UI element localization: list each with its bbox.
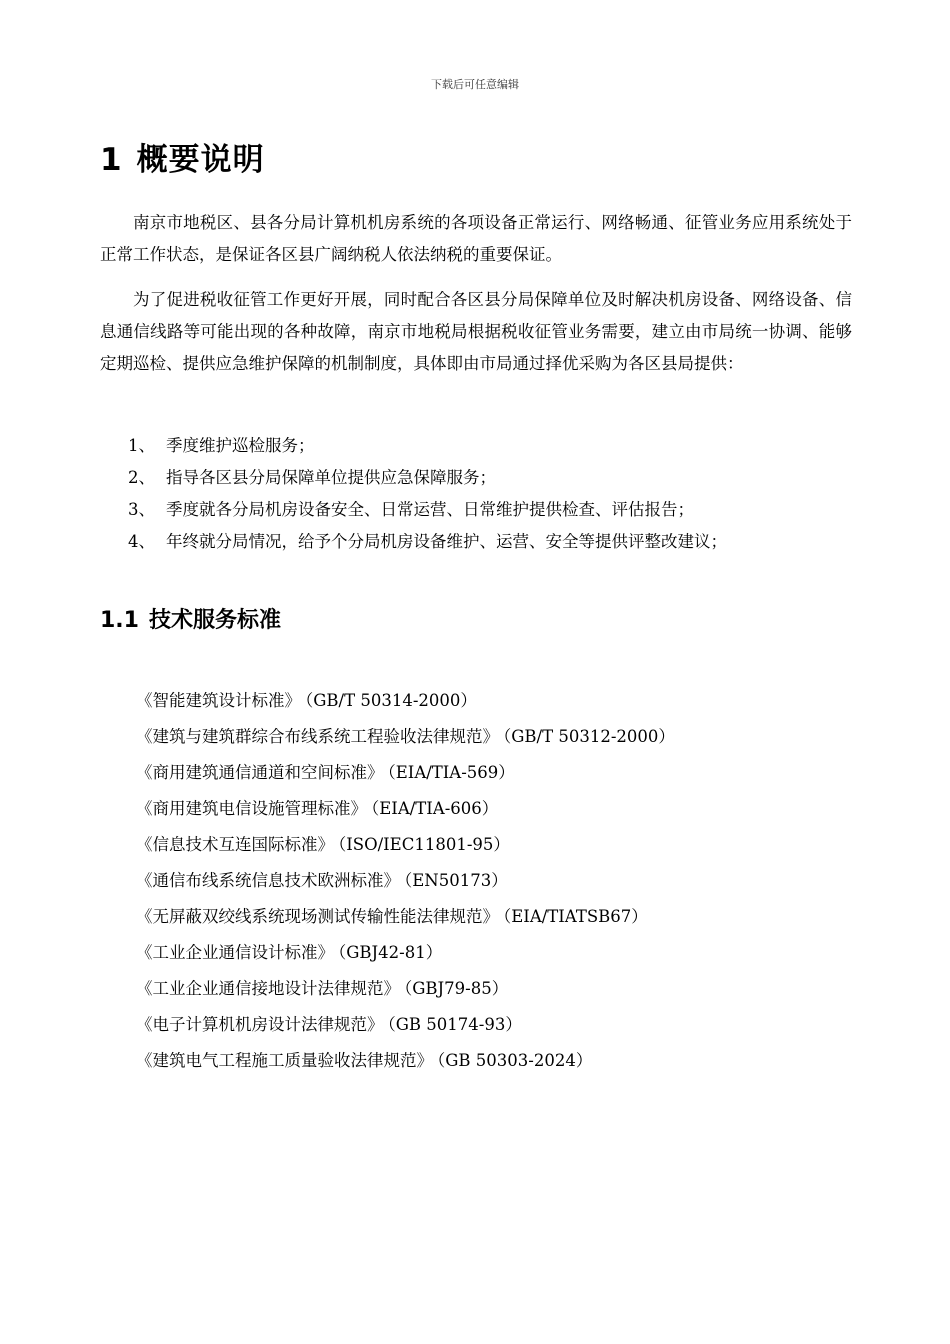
intro-paragraph-2: 为了促进税收征管工作更好开展，同时配合各区县分局保障单位及时解决机房设备、网络设备、信息通信线路等可能出现的各种故障，南京市地税局根据税收征管业务需要，建立由市局统一协调、能够定期巡检、提供应急维护保障的机制制度，具体即由市局通过择优采购为各区县局提供： xyxy=(100,290,852,373)
list-item-number: 2、 xyxy=(128,468,155,487)
standard-item xyxy=(136,719,856,755)
list-item-number: 4、 xyxy=(128,532,155,551)
standard-name: 《信息技术互连国际标准》 xyxy=(136,835,334,854)
intro-paragraph-1: 南京市地税区、县各分局计算机机房系统的各项设备正常运行、网络畅通、征管业务应用系统处于正常工作状态，是保证各区县广阔纳税人依法纳税的重要保证。 xyxy=(100,213,852,264)
list-item-number: 1、 xyxy=(128,436,155,455)
standard-item xyxy=(136,899,856,935)
standard-name: 《工业企业通信接地设计法律规范》 xyxy=(136,979,400,998)
list-item xyxy=(128,430,848,462)
standard-name: 《通信布线系统信息技术欧洲标准》 xyxy=(136,871,400,890)
standard-item xyxy=(136,791,856,827)
intro-paragraph-2-block xyxy=(100,284,852,380)
standard-code: （GB/T 50312-2000） xyxy=(503,727,675,746)
list-item-text: 季度维护巡检服务； xyxy=(166,436,315,455)
section-1-1-title: 技术服务标准 xyxy=(148,608,281,633)
standard-code: （GB/T 50314-2000） xyxy=(305,691,477,710)
standard-name: 《建筑与建筑群综合布线系统工程验收法律规范》 xyxy=(136,727,499,746)
list-item xyxy=(128,494,848,526)
standard-item xyxy=(136,1043,856,1079)
standard-item xyxy=(136,683,856,719)
list-item-text: 指导各区县分局保障单位提供应急保障服务； xyxy=(166,468,496,487)
standard-name: 《无屏蔽双绞线系统现场测试传输性能法律规范》 xyxy=(136,907,499,926)
list-item-text: 年终就分局情况，给予个分局机房设备维护、运营、安全等提供评整改建议； xyxy=(166,532,727,551)
section-1-1-heading xyxy=(100,603,281,634)
standard-code: （EIA/TIATSB67） xyxy=(503,907,648,926)
page-header: 下载后可任意编辑 xyxy=(431,78,519,91)
standard-name: 《商用建筑电信设施管理标准》 xyxy=(136,799,367,818)
standard-item xyxy=(136,755,856,791)
list-item xyxy=(128,526,848,558)
standard-code: （GB 50303-2024） xyxy=(437,1051,593,1070)
standard-name: 《电子计算机机房设计法律规范》 xyxy=(136,1015,384,1034)
standard-name: 《工业企业通信设计标准》 xyxy=(136,943,334,962)
list-item-number: 3、 xyxy=(128,500,155,519)
intro-paragraph-1-block xyxy=(100,207,852,271)
standard-code: （EIA/TIA-569） xyxy=(387,763,515,782)
standard-code: （GBJ42-81） xyxy=(338,943,443,962)
section-1-1-number: 1.1 xyxy=(100,608,139,633)
section-1-title: 概要说明 xyxy=(136,142,265,178)
standard-name: 《智能建筑设计标准》 xyxy=(136,691,301,710)
standard-code: （GBJ79-85） xyxy=(404,979,509,998)
standard-item xyxy=(136,971,856,1007)
standard-code: （ISO/IEC11801-95） xyxy=(338,835,510,854)
section-1-number: 1 xyxy=(100,142,123,178)
section-1-heading xyxy=(100,134,265,179)
standard-code: （EIA/TIA-606） xyxy=(371,799,499,818)
standard-code: （EN50173） xyxy=(404,871,508,890)
standard-item xyxy=(136,1007,856,1043)
standard-name: 《商用建筑通信通道和空间标准》 xyxy=(136,763,384,782)
standard-item xyxy=(136,935,856,971)
standard-code: （GB 50174-93） xyxy=(387,1015,522,1034)
list-item-text: 季度就各分局机房设备安全、日常运营、日常维护提供检查、评估报告； xyxy=(166,500,694,519)
service-list xyxy=(128,430,848,558)
standards-list xyxy=(136,683,856,1079)
standard-item xyxy=(136,827,856,863)
standard-item xyxy=(136,863,856,899)
standard-name: 《建筑电气工程施工质量验收法律规范》 xyxy=(136,1051,433,1070)
list-item xyxy=(128,462,848,494)
